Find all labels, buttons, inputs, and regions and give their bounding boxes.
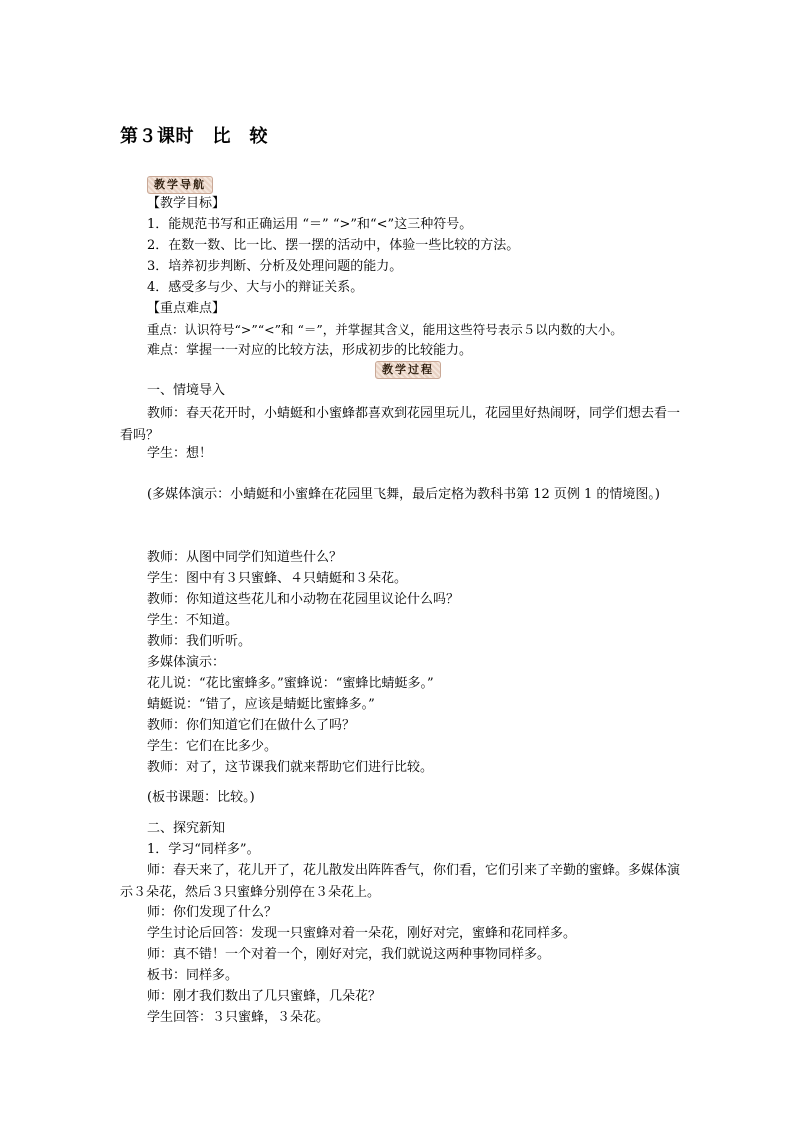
dialogue-line: 教师：对了，这节课我们就来帮助它们进行比较。 xyxy=(147,760,434,775)
section-heading-explore: 二、探究新知 xyxy=(147,821,226,836)
dialogue-line: 学生：它们在比多少。 xyxy=(147,739,278,754)
dialogue-line: 蜻蜓说：“错了，应该是蜻蜓比蜜蜂多。” xyxy=(147,697,375,712)
keypoint-item: 重点：认识符号“>”“<”和 “＝”，并掌握其含义，能用这些符号表示５以内数的大小。 xyxy=(147,322,623,337)
goal-item: 3．培养初步判断、分析及处理问题的能力。 xyxy=(147,259,403,274)
dialogue-paragraph: 教师：春天花开时，小蜻蜓和小蜜蜂都喜欢到花园里玩儿，花园里好热闹呀，同学们想去看一看吗？ xyxy=(120,406,681,443)
teaching-process-badge: 教学过程 xyxy=(375,361,441,379)
board-note: (板书课题：比较。) xyxy=(147,790,255,805)
multimedia-note: (多媒体演示：小蜻蜓和小蜜蜂在花园里飞舞，最后定格为教科书第 12 页例 1 的情境图。) xyxy=(147,487,660,502)
section-heading-intro: 一、情境导入 xyxy=(147,383,226,398)
dialogue-line: 学生：想！ xyxy=(147,446,213,461)
dialogue-line: 学生回答：３只蜜蜂，３朵花。 xyxy=(147,1010,330,1025)
dialogue-line: 教师：从图中同学们知道些什么？ xyxy=(147,550,343,565)
difficulty-item: 难点：掌握一一对应的比较方法，形成初步的比较能力。 xyxy=(147,343,473,358)
dialogue-line: 教师：你们知道它们在做什么了吗？ xyxy=(147,718,356,733)
dialogue-line: 师：你们发现了什么？ xyxy=(147,905,278,920)
dialogue-line: 板书：同样多。 xyxy=(147,968,239,983)
dialogue-line: 学生：不知道。 xyxy=(147,613,239,628)
section-heading-keypoints: 【重点难点】 xyxy=(147,301,226,316)
goal-item: 1．能规范书写和正确运用 “＝” “>”和“<”这三种符号。 xyxy=(147,217,473,232)
goal-item: 2．在数一数、比一比、摆一摆的活动中，体验一些比较的方法。 xyxy=(147,238,520,253)
dialogue-line: 师：真不错！一个对着一个，刚好对完，我们就说这两种事物同样多。 xyxy=(147,947,551,962)
page-title: 第３课时 比 较 xyxy=(120,126,268,147)
dialogue-paragraph: 师：春天来了，花儿开了，花儿散发出阵阵香气，你们看，它们引来了辛勤的蜜蜂。多媒体演示３朵花，然后３只蜜蜂分别停在３朵花上。 xyxy=(120,863,681,900)
dialogue-line: 学生：图中有３只蜜蜂、４只蜻蜓和３朵花。 xyxy=(147,571,408,586)
dialogue-line: 师：刚才我们数出了几只蜜蜂，几朵花？ xyxy=(147,989,382,1004)
dialogue-line: 教师：我们听听。 xyxy=(147,634,252,649)
section-heading-goals: 【教学目标】 xyxy=(147,196,226,211)
dialogue-line: 多媒体演示： xyxy=(147,655,226,670)
teaching-guide-badge: 教学导航 xyxy=(147,176,213,194)
dialogue-line: 花儿说：“花比蜜蜂多。”蜜蜂说：“蜜蜂比蜻蜓多。” xyxy=(147,676,434,691)
subsection-heading: 1．学习“同样多”。 xyxy=(147,842,260,857)
goal-item: 4．感受多与少、大与小的辩证关系。 xyxy=(147,280,364,295)
dialogue-line: 教师：你知道这些花儿和小动物在花园里议论什么吗？ xyxy=(147,592,460,607)
dialogue-line: 学生讨论后回答：发现一只蜜蜂对着一朵花，刚好对完，蜜蜂和花同样多。 xyxy=(147,926,577,941)
